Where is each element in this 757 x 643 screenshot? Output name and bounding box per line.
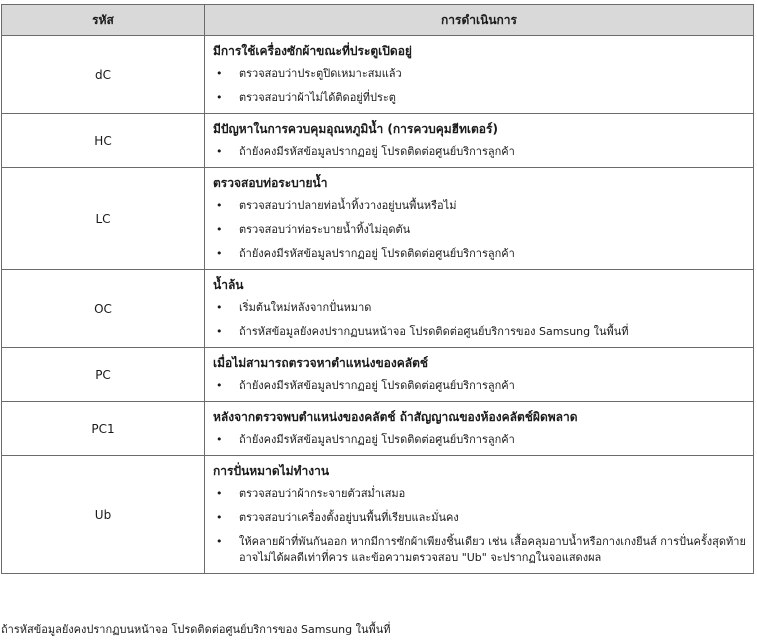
action-title: การปั่นหมาดไม่ทำงาน <box>213 464 330 478</box>
action-title: หลังจากตรวจพบตำแหน่งของคลัตช์ ถ้าสัญญาณของห้องคลัตช์ผิดพลาด <box>213 410 578 424</box>
list-item: • เริ่มต้นใหม่หลังจากปั่นหมาด <box>216 301 372 314</box>
table-row <box>2 114 754 168</box>
list-item: • ตรวจสอบว่าท่อระบายน้ำทิ้งไม่อุดตัน <box>216 223 411 236</box>
table-row <box>2 168 754 270</box>
action-title: มีการใช้เครื่องซักผ้าขณะที่ประตูเปิดอยู่ <box>213 44 412 58</box>
action-cell <box>205 456 754 574</box>
list-item: • ถ้ายังคงมีรหัสข้อมูลปรากฏอยู่ โปรดติดต่อศูนย์บริการลูกค้า <box>216 145 515 158</box>
action-title: มีปัญหาในการควบคุมอุณหภูมิน้ำ (การควบคุมฮีทเตอร์) <box>213 122 498 136</box>
error-code: OC <box>2 270 205 348</box>
list-item: • ถ้ายังคงมีรหัสข้อมูลปรากฏอยู่ โปรดติดต่อศูนย์บริการลูกค้า <box>216 433 515 446</box>
action-cell <box>205 168 754 270</box>
action-cell <box>205 402 754 456</box>
table-row <box>2 456 754 574</box>
list-item: • ตรวจสอบว่าผ้าไม่ได้ติดอยู่ที่ประตู <box>216 91 396 104</box>
error-code: Ub <box>2 456 205 574</box>
error-code-table <box>1 4 754 574</box>
action-title: เมื่อไม่สามารถตรวจหาตำแหน่งของคลัตช์ <box>213 356 429 370</box>
action-title: ตรวจสอบท่อระบายน้ำ <box>213 176 328 190</box>
action-cell <box>205 114 754 168</box>
list-item: • ถ้ายังคงมีรหัสข้อมูลปรากฏอยู่ โปรดติดต่อศูนย์บริการลูกค้า <box>216 379 515 392</box>
error-code: dC <box>2 36 205 114</box>
table-row <box>2 348 754 402</box>
list-item: • ตรวจสอบว่าปลายท่อน้ำทิ้งวางอยู่บนพื้นหรือไม่ <box>216 199 457 212</box>
list-item: • ตรวจสอบว่าประตูปิดเหมาะสมแล้ว <box>216 67 402 80</box>
error-code: HC <box>2 114 205 168</box>
error-code: LC <box>2 168 205 270</box>
list-item: • ตรวจสอบว่าผ้ากระจายตัวสม่ำเสมอ <box>216 487 406 500</box>
footer-note: ถ้ารหัสข้อมูลยังคงปรากฏบนหน้าจอ โปรดติดต่อศูนย์บริการของ Samsung ในพื้นที่ <box>1 623 391 636</box>
header-action: การดำเนินการ <box>205 5 754 36</box>
error-code: PC <box>2 348 205 402</box>
table-row <box>2 36 754 114</box>
table-row <box>2 402 754 456</box>
action-title: น้ำล้น <box>213 278 244 292</box>
table-header-row <box>2 5 754 36</box>
list-item: • ตรวจสอบว่าเครื่องตั้งอยู่บนพื้นที่เรียบและมั่นคง <box>216 511 459 524</box>
error-code: PC1 <box>2 402 205 456</box>
header-code: รหัส <box>2 5 205 36</box>
table-row <box>2 270 754 348</box>
action-cell <box>205 270 754 348</box>
list-item: • ถ้ารหัสข้อมูลยังคงปรากฏบนหน้าจอ โปรดติดต่อศูนย์บริการของ Samsung ในพื้นที่ <box>216 325 629 338</box>
list-item: • ถ้ายังคงมีรหัสข้อมูลปรากฏอยู่ โปรดติดต่อศูนย์บริการลูกค้า <box>216 247 515 260</box>
action-cell <box>205 348 754 402</box>
action-cell <box>205 36 754 114</box>
list-item: • ให้คลายผ้าที่พันกันออก หากมีการซักผ้าเพียงชิ้นเดียว เช่น เสื้อคลุมอาบน้ำหรือกางเกงยีนส์ การปั่นครั้งสุดท้ายอาจไม่ได้ผลดีเท่าที่ควร และข้อความตรวจสอบ "Ub" จะปรากฏในจอแสดงผล <box>216 535 746 564</box>
